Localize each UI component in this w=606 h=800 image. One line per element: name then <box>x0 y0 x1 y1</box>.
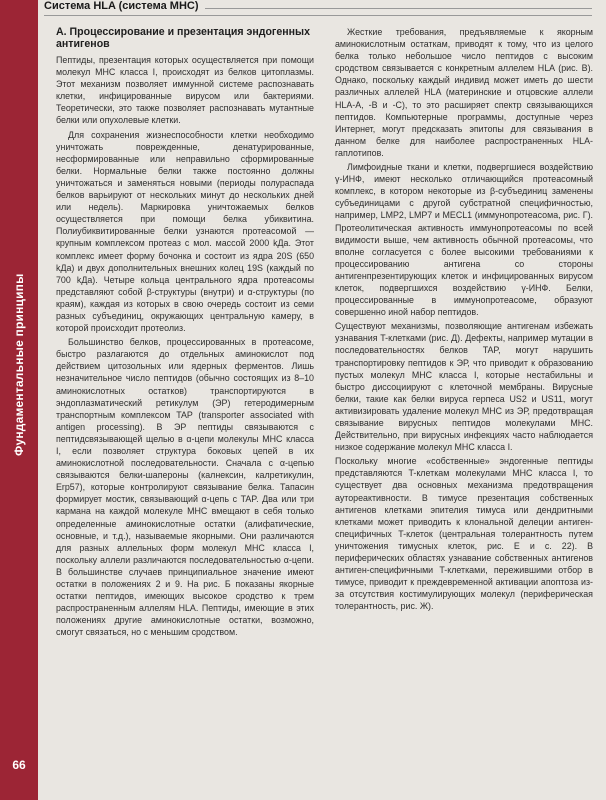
paragraph: Существуют механизмы, позволяющие антигенам избежать узнавания T-клетками (рис. Д). Дефекты, например мутации в последовательностях белков TAP, могут нарушить транспортировку пептидов к ЭР, что приводит к образованию пустых молекул MHC класса I, которые нестабильны и быстро диссоциируют с клеточной мембраны. Вирусные белки, такие как белки вируса герпеса US2 и US11, могут активизировать удаление молекул MHC из ЭР, предотвращая связывание вирусных пептидов молекулами MHC. Действительно, при вирусных инфекциях часто наблюдается низкое содержание молекул MHC класса I. <box>335 321 593 453</box>
chapter-sidebar <box>0 0 38 800</box>
paragraph: Лимфоидные ткани и клетки, подвергшиеся воздействию γ-ИНФ, имеют несколько отличающийся протеасомный комплекс, в котором некоторые из β-субъединиц заменены субъединицами с другой субстратной специфичностью, например, LMP2, LMP7 и MECL1 (иммунопротеасома, рис. Г). Протеолитическая активность иммунопротеасомы по всей видимости выше, чем активность обычной протеасомы, что вполне согласуется с более высокими требованиями к процессированию антигена со стороны антигенпрезентирующих клеток и инфицированных вирусом клеток, подвергшихся воздействию γ-ИНФ. Белки, процессированные в иммунопротеасоме, образуют совершенно иной набор пептидов. <box>335 162 593 318</box>
paragraph: Жесткие требования, предъявляемые к якорным аминокислотным остаткам, приводят к тому, что из целого белка только небольшое число пептидов с высоким сродством связывается с конкретным аллелем HLA (рис. В). Однако, поскольку каждый индивид может иметь до шести различных аллелей HLA (материнские и отцовские аллели HLA-A, -B и -C), то это расширяет спектр связывающихся пептидов. Компьютерные программы, доступные через Интернет, могут предсказать эпитопы для связывания в данном белке для наиболее распространенных HLA-гаплотипов. <box>335 27 593 158</box>
left-column <box>56 26 314 641</box>
paragraph: Для сохранения жизнеспособности клетки необходимо уничтожать поврежденные, денатурированные, несформированные или неправильно сформированные белки. Нормальные белки также постоянно должны уничтожаться и заменяться новыми (периоды полураспада белков варьируют от нескольких минут до нескольких дней или недель). Маркировка уничтожаемых белков осуществляется при помощи белка убиквитина. Полиубиквитированные белки узнаются протеасомой — крупным комплексом протеаз с мол. массой 2000 kДа. Этот комплекс имеет форму бочонка и состоит из ядра 20S (650 kДа) и двух дополнительных внешних колец 19S (каждый по 700 kДа). Четыре кольца центрального ядра протеасомы представляют собой β-структуры (внутри) и α-структуры (по краям), каждая из которых в свою очередь состоит из семи разных субъединиц, окружающих центральную камеру, в которой происходит протеолиз. <box>56 129 314 334</box>
paragraph: Поскольку многие «собственные» эндогенные пептиды представляются T-клеткам молекулами MHC класса I, то существует два основных механизма предотвращения аутореактивности. В тимусе презентация собственных антигенов клетками эпителия тимуса или дендритными клетками может приводить к клональной делеции антиген-специфичных T-клеток (центральная толерантность путем уничтожения тимусных клеток, рис. Е и с. 22). В периферических областях узнавание собственных антигенов антиген-специфичными T-клетками, пережившими отбор в тимусе, приводит к преждевременной активации апоптоза из-за отсутствия костимулирующих молекул (периферическая толерантность, рис. Ж). <box>335 456 593 612</box>
running-header-title: Система HLA (система MHC) <box>44 0 205 12</box>
paragraph: Большинство белков, процессированных в протеасоме, быстро разлагаются до отдельных аминокислот под действием цитозольных или ядерных ферментов. Лишь незначительное число пептидов (обычно состоящих из 8–10 аминокислотных остатков) транспортируются в эндоплазматический ретикулум (ЭР) гетеродимерным транспортным комплексом TAP (transporter associated with antigen processing). В ЭР пептиды связываются с пептидсвязывающей щелью в α-цепи молекулы MHC класса I, если позволяет структура боковых цепей в их аминокислотной последовательности. Сначала с α-цепью связываются белки-шапероны (калнексин, калретикулин, Erp57), которые контролируют связывание белка. Тапасин формирует мостик, связывающий α-цепь с TAP. Два или три кармана на каждой молекуле MHC вмещают в себя только определенные аминокислотные остатки (алифатические, основные, и т.д.), называемые якорными. Они различаются для разных аллельных форм молекул MHC класса I, поскольку аллели различаются последовательностью α-цепи. В большинстве случаев принципиальное значение имеют остатки в положениях 2 и 9. На рис. Б показаны якорные остатки пептидов, имеющих высокое сродство к трем распространенным аллелям HLA. Пептиды, имеющие в этих положениях другие аминокислотные остатки, возможно, смогут связаться, но с меньшим сродством. <box>56 337 314 638</box>
right-column <box>335 26 593 615</box>
section-heading: A. Процессирование и презентация эндогенных антигенов <box>56 26 310 50</box>
page-number: 66 <box>12 758 26 772</box>
paragraph: Пептиды, презентация которых осуществляется при помощи молекул MHC класса I, происходят из белков цитоплазмы. Этот механизм позволяет иммунной системе распознавать клетки, инфицированные вирусом или бактериями. Теоретически, это также позволяет распознавать мутантные белки или опухолевые клетки. <box>56 55 314 126</box>
chapter-label: Фундаментальные принципы <box>12 273 26 457</box>
